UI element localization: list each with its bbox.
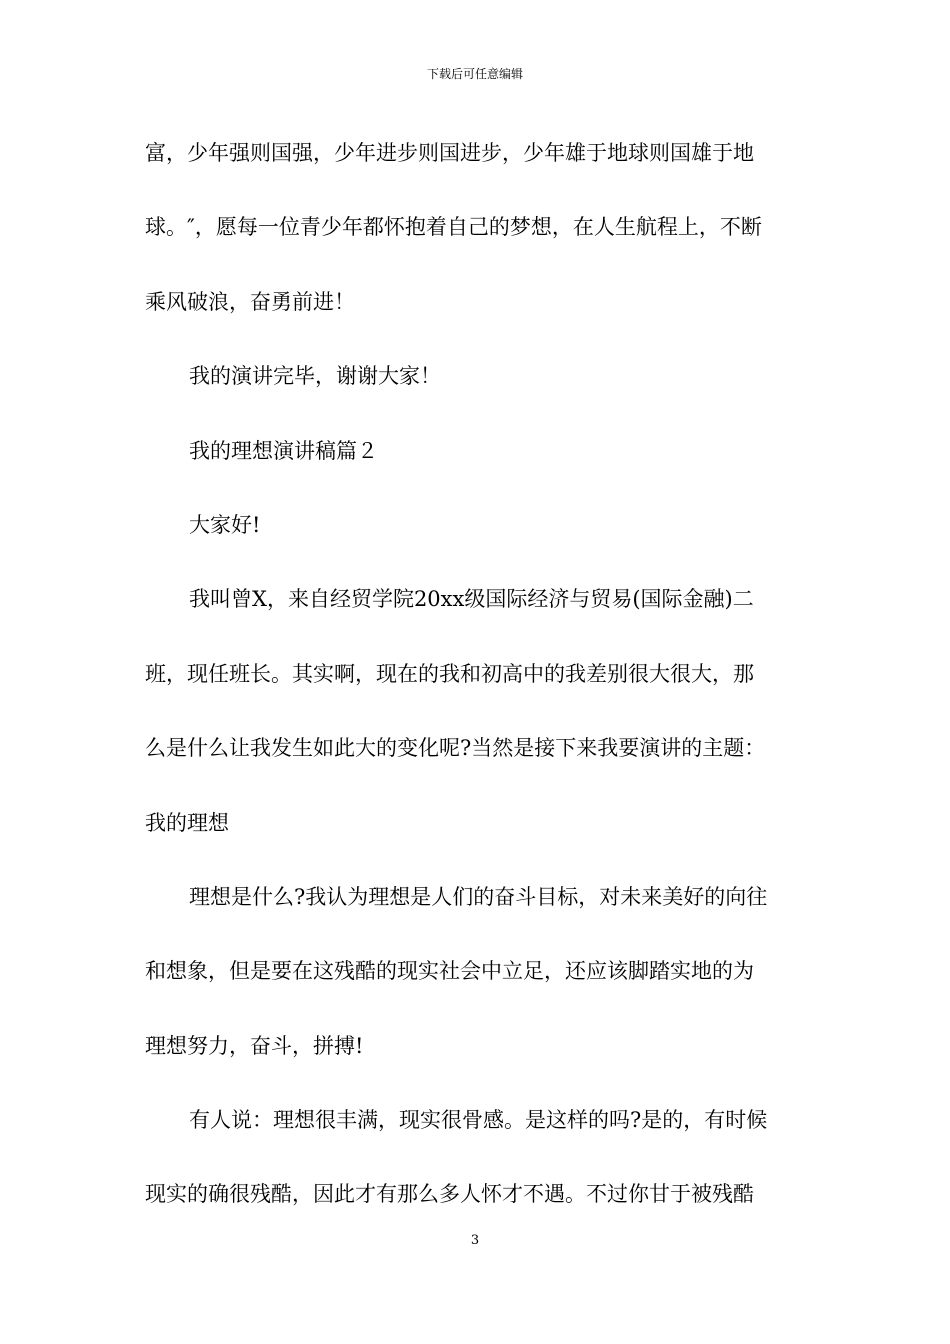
body-line: 现实的确很残酷，因此才有那么多人怀才不遇。不过你甘于被残酷 xyxy=(145,1182,754,1207)
body-line: 我叫曾X，来自经贸学院20xx级国际经济与贸易(国际金融)二 xyxy=(189,587,754,612)
body-line: 有人说：理想很丰满，现实很骨感。是这样的吗?是的，有时候 xyxy=(189,1108,768,1133)
body-line: 和想象，但是要在这残酷的现实社会中立足，还应该脚踏实地的为 xyxy=(145,959,754,984)
body-line: 么是什么让我发生如此大的变化呢?当然是接下来我要演讲的主题： xyxy=(145,736,766,761)
document-body xyxy=(145,128,810,1244)
body-line: 班，现任班长。其实啊，现在的我和初高中的我差别很大很大，那 xyxy=(145,661,754,686)
body-line: 富，少年强则国强，少年进步则国进步，少年雄于地球则国雄于地 xyxy=(145,141,754,165)
section-title: 我的理想演讲稿篇２ xyxy=(189,438,378,463)
body-line: 我的理想 xyxy=(145,810,229,835)
page-number: 3 xyxy=(470,1233,480,1248)
body-line: 球。″，愿每一位青少年都怀抱着自己的梦想，在人生航程上，不断 xyxy=(145,215,762,240)
body-line: 乘风破浪，奋勇前进！ xyxy=(145,289,355,314)
body-line: 大家好! xyxy=(189,512,261,537)
body-line: 理想是什么?我认为理想是人们的奋斗目标，对未来美好的向往 xyxy=(189,884,768,909)
body-line: 理想努力，奋斗，拼搏! xyxy=(145,1033,364,1058)
body-line: 我的演讲完毕，谢谢大家！ xyxy=(189,364,441,389)
page-header: 下载后可任意编辑 xyxy=(426,67,523,81)
